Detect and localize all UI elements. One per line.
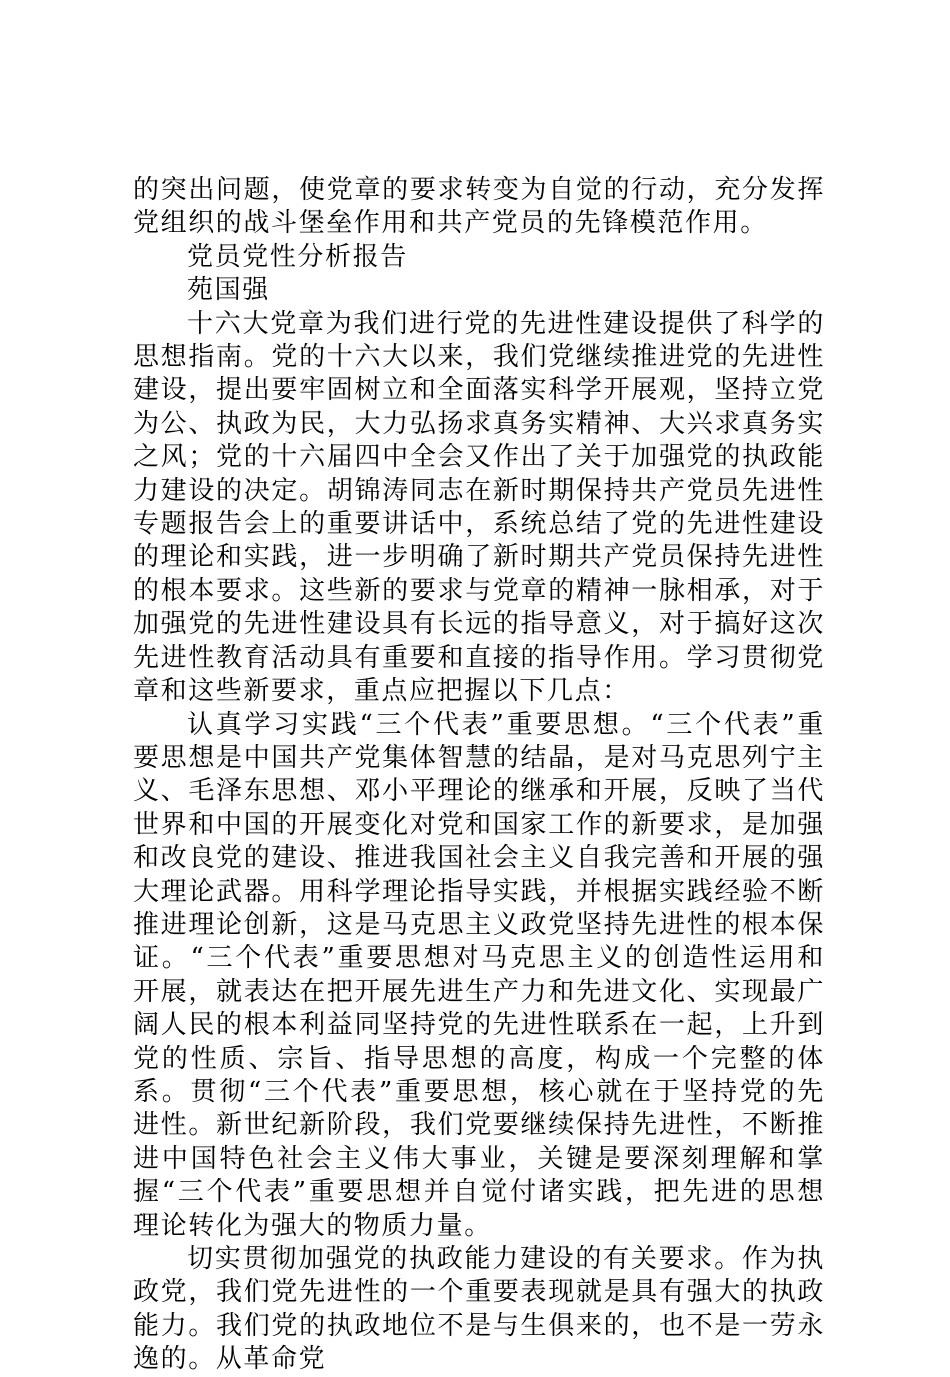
paragraph-three-represents: 认真学习实践“三个代表”重要思想。“三个代表”重要思想是中国共产党集体智慧的结晶，是对马克思列宁主义、毛泽东思想、邓小平理论的继承和开展，反映了当代世界和中国的开展变化对党和国家工作的新要求，是加强和改良党的建设、推进我国社会主义自我完善和开展的强大理论武器。用科学理论指导实践，并根据实践经验不断推进理论创新，这是马克思主义政党坚持先进性的根本保证。“三个代表”重要思想对马克思主义的创造性运用和开展，就表达在把开展先进生产力和先进文化、实现最广阔人民的根本利益同坚持党的先进性联系在一起，上升到党的性质、宗旨、指导思想的高度，构成一个完整的体系。贯彻“三个代表”重要思想，核心就在于坚持党的先进性。新世纪新阶段，我们党要继续保持先进性，不断推进中国特色社会主义伟大事业，关键是要深刻理解和掌握“三个代表”重要思想并自觉付诸实践，把先进的思想理论转化为强大的物质力量。 — [133, 709, 825, 1241]
report-title: 党员党性分析报告 — [187, 241, 408, 272]
paragraph-intro: 十六大党章为我们进行党的先进性建设提供了科学的思想指南。党的十六大以来，我们党继续推进党的先进性建设，提出要牢固树立和全面落实科学开展观，坚持立党为公、执政为民，大力弘扬求真务实精神、大兴求真务实之风；党的十六届四中全会又作出了关于加强党的执政能力建设的决定。胡锦涛同志在新时期保持共产党员先进性专题报告会上的重要讲话中，系统总结了党的先进性建设的理论和实践，进一步明确了新时期共产党员保持先进性的根本要求。这些新的要求与党章的精神一脉相承，对于加强党的先进性建设具有长远的指导意义，对于搞好这次先进性教育活动具有重要和直接的指导作用。学习贯彻党章和这些新要求，重点应把握以下几点： — [133, 308, 825, 707]
paragraph-continuation: 的突出问题，使党章的要求转变为自觉的行动，充分发挥党组织的战斗堡垒作用和共产党员的先锋模范作用。 — [133, 175, 825, 239]
paragraph-governing-capacity: 切实贯彻加强党的执政能力建设的有关要求。作为执政党，我们党先进性的一个重要表现就是具有强大的执政能力。我们党的执政地位不是与生俱来的，也不是一劳永逸的。从革命党 — [133, 1244, 825, 1375]
document-page — [133, 174, 825, 1377]
author-name: 苑国强 — [187, 275, 270, 306]
